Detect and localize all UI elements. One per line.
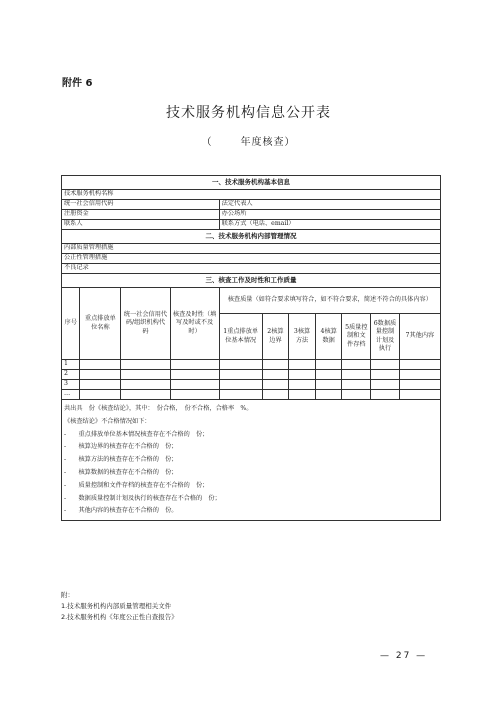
page-number: — 27 — bbox=[380, 651, 428, 661]
notes-heading: 附： bbox=[61, 591, 74, 599]
attachment-label: 附件 6 bbox=[62, 78, 93, 89]
summary-line-1: 共出具 份《核查结论》，其中： 份合格， 份不合格，合格率 %。 bbox=[64, 405, 253, 412]
table-row bbox=[62, 370, 441, 380]
col-code-header: 统一社会信用代码/组织机构代码 bbox=[121, 288, 170, 360]
bad-record-label: 不良记录 bbox=[62, 264, 441, 274]
row-index: 1 bbox=[62, 360, 80, 370]
sub-header-method: 3核算方法 bbox=[289, 314, 316, 360]
col-timely-header: 核查及时性（填写及时或不及时） bbox=[170, 288, 219, 360]
summary-item: - 质量控制和文件存档的核查存在不合格的 份； bbox=[64, 481, 209, 489]
section-basic-info: 一、技术服务机构基本信息 bbox=[62, 176, 441, 190]
note-item-2: 2.技术服务机构《年度公正性自查报告》 bbox=[61, 613, 178, 621]
summary-item: - 数据质量控制计划及执行的核查存在不合格的 份； bbox=[64, 494, 221, 502]
section-work-quality: 三、核查工作及时性和工作质量 bbox=[62, 274, 441, 288]
summary-item: - 核算方法的核查存在不合格的 份； bbox=[64, 456, 178, 464]
sub-header-archive: 5质量控制和文件存档 bbox=[342, 314, 371, 360]
note-item-1: 1.技术服务机构内部质量管理相关文件 bbox=[61, 602, 172, 610]
summary-item: - 其他内容的核查存在不合格的 份。 bbox=[64, 507, 178, 515]
sub-header-other: 7其他内容 bbox=[399, 314, 440, 360]
summary-item: - 核算边界的核查存在不合格的 份； bbox=[64, 443, 178, 451]
row-index: 2 bbox=[62, 370, 80, 380]
table-row bbox=[62, 360, 441, 370]
summary-line-2: 《核查结论》不合格情况如下： bbox=[64, 417, 151, 425]
notes-section bbox=[61, 590, 178, 623]
row-index: … bbox=[62, 390, 80, 400]
sub-header-boundary: 2核算边界 bbox=[262, 314, 289, 360]
impartiality-mgmt-label: 公正性管理措施 bbox=[62, 254, 441, 264]
subtitle-text: 年度核查） bbox=[240, 137, 296, 148]
quality-mgmt-label: 内部质量管理措施 bbox=[62, 244, 441, 254]
table-row bbox=[62, 380, 441, 390]
col-index-header: 序号 bbox=[62, 288, 80, 360]
info-table bbox=[61, 175, 441, 521]
contact-label: 联系人 bbox=[62, 220, 220, 230]
col-unit-header: 重点排放单位名称 bbox=[80, 288, 121, 360]
legal-rep-label: 法定代表人 bbox=[219, 200, 440, 210]
summary-cell bbox=[62, 400, 441, 521]
office-label: 办公场所 bbox=[219, 210, 440, 220]
contact-method-label: 联系方式（电话、email） bbox=[219, 220, 440, 230]
subtitle-open-paren: （ bbox=[201, 137, 213, 148]
summary-item: - 核算数据的核查存在不合格的 份； bbox=[64, 468, 178, 476]
table-row bbox=[62, 390, 441, 400]
section-internal-mgmt: 二、技术服务机构内部管理情况 bbox=[62, 230, 441, 244]
sub-header-plan: 6数据质量控制计划及执行 bbox=[371, 314, 400, 360]
quality-header: 核查质量（如符合要求填写符合，如不符合要求，简述不符合的具体内容） bbox=[219, 288, 440, 314]
row-index: 3 bbox=[62, 380, 80, 390]
document-title: 技术服务机构信息公开表 bbox=[166, 105, 331, 121]
capital-label: 注册资金 bbox=[62, 210, 220, 220]
sub-header-basic: 1重点排放单位基本情况 bbox=[219, 314, 262, 360]
sub-header-data: 4核算数据 bbox=[315, 314, 342, 360]
summary-item: - 重点排放单位基本情况核查存在不合格的 份； bbox=[64, 430, 209, 438]
document-subtitle bbox=[0, 133, 497, 148]
credit-code-label: 统一社会信用代码 bbox=[62, 200, 220, 210]
org-name-label: 技术服务机构名称 bbox=[62, 190, 441, 200]
